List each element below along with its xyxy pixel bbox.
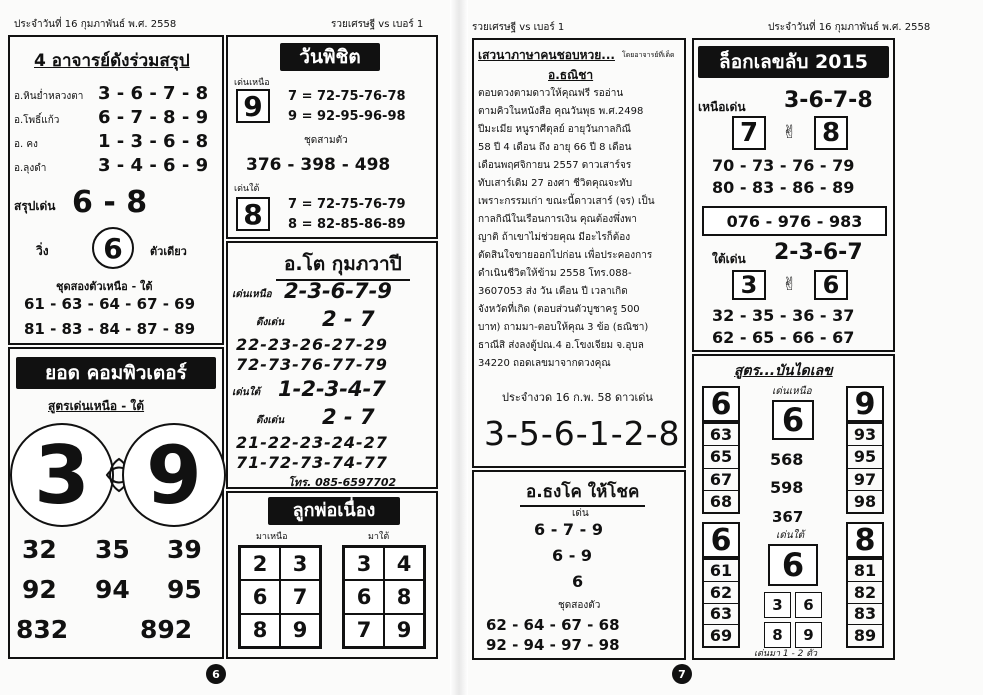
pair-row-1: 61 - 63 - 64 - 67 - 69 [24, 295, 196, 313]
ladder-num: 81 [848, 560, 882, 582]
ladder-top-left-num: 6 [710, 386, 732, 422]
wp-top-line-2: 9 = 92-95-96-98 [288, 109, 406, 124]
summary-row-nums: 1 - 3 - 6 - 8 [98, 131, 209, 152]
article-title-note: โดยอาจารย์ที่เด็ด [622, 51, 675, 59]
comp-num: 32 [22, 535, 57, 564]
wp-top-line-1: 7 = 72-75-76-78 [288, 89, 406, 104]
computer-box [8, 347, 224, 659]
article-line: กาลกิณีในเรือนการเงิน คุณต้องพึ่งพา [478, 214, 637, 225]
ladder-top-left-big [702, 386, 740, 422]
ladder-top-mid-num: 6 [781, 401, 805, 439]
comp-num: 95 [167, 575, 202, 604]
article-author: อ.ธณิชา [548, 68, 594, 82]
lukpor-title: ลูกพ่อเนื่อง [268, 497, 400, 525]
article-line: ตอบดวงตามดาวให้คุณฟรี รออ่าน [478, 88, 624, 99]
ladder-top-right-big [846, 386, 884, 422]
lock-bottom-row-2: 62 - 65 - 66 - 67 [712, 328, 855, 347]
summary-row-name: อ.หินย่ำหลวงตา [14, 91, 84, 102]
left-page [0, 0, 450, 695]
ladder-grid-cell: 6 [795, 592, 822, 618]
article-title: เสวนาภาษาคนชอบหวย... [478, 48, 615, 62]
ladder-bottom-mid-label: เด่นใต้ [776, 530, 805, 541]
grid-cell: 9 [384, 614, 424, 647]
article-line: ญาติ ถ้าเขาไม่ช่วยคุณ มีอะไรก็ต้อง [478, 232, 631, 243]
thongko-dent-label: เด่น [572, 508, 589, 519]
left-page-number: 6 [206, 664, 226, 684]
ladder-num: 69 [709, 626, 733, 646]
wp-top-label: เด่นเหนือ [234, 78, 270, 88]
comp-num: 832 [16, 615, 69, 644]
ladder-num: 63 [704, 424, 738, 446]
lock-bottom-box-2-num: 6 [822, 271, 840, 299]
big-right-num: 9 [146, 428, 202, 522]
grid-cell: 6 [344, 580, 384, 613]
lukpor-left-label: มาเหนือ [256, 532, 288, 542]
ladder-num: 61 [704, 560, 738, 582]
article-line: 3607053 ส่ง วัน เดือน ปี เวลาเกิด [478, 286, 628, 297]
ladder-num: 83 [848, 604, 882, 626]
article-star-nums: 3-5-6-1-2-8 [484, 414, 681, 453]
summary-row-name: อ. คง [14, 139, 38, 150]
ladder-num: 65 [704, 446, 738, 468]
summary-title: 4 อาจารย์ดังร่วมสรุป [34, 51, 190, 71]
grid-cell: 8 [384, 580, 424, 613]
thongko-line-3: 6 [572, 572, 584, 591]
article-line: ดำเนินชีวิตให้ข้าม 2558 โทร.088- [478, 268, 632, 279]
big-left-num: 3 [34, 428, 90, 522]
ladder-top-right-num: 9 [854, 386, 876, 422]
wp-bottom-line-1: 7 = 72-75-76-79 [288, 197, 406, 212]
pair-title: ชุดสองตัวเหนือ - ใต้ [56, 280, 153, 293]
ladder-bottom-left-num: 6 [710, 522, 732, 558]
right-page-number: 7 [672, 664, 692, 684]
left-header-date: ประจำวันที่ 16 กุมภาพันธ์ พ.ศ. 2558 [14, 19, 177, 30]
spine [450, 0, 468, 695]
computer-title: ยอด คอมพิวเตอร์ [16, 357, 216, 389]
to-bottom-label: เด่นใต้ [232, 387, 261, 398]
comp-num: 39 [167, 535, 202, 564]
lock-bottom-nums: 2-3-6-7 [774, 240, 863, 265]
to-bottom-row-2: 71-72-73-74-77 [236, 453, 388, 472]
ladder-top-right-list [846, 422, 884, 514]
ladder-num: 93 [848, 424, 882, 446]
lukpor-left-grid [238, 545, 322, 649]
wp-bottom-label: เด่นใต้ [234, 184, 260, 194]
article-line: ทับเสาร์เดิม 27 องศา ชีวิตคุณจะทับ [478, 178, 633, 189]
lock-top-nums: 3-6-7-8 [784, 88, 873, 113]
thongko-pair-row-2: 92 - 94 - 97 - 98 [486, 636, 620, 654]
article-line: 34220 ถอดเลขมาจากดวงคุณ [478, 358, 611, 369]
pair-row-2: 81 - 83 - 84 - 87 - 89 [24, 320, 196, 338]
summary-box [8, 35, 224, 345]
ladder-num: 97 [848, 469, 882, 491]
ladder-box [692, 354, 895, 660]
single-label: ตัวเดียว [150, 245, 187, 258]
ladder-top-mid-1: 568 [770, 450, 804, 469]
lock-bottom-box-1 [732, 270, 766, 300]
to-top-label: เด่นเหนือ [232, 289, 272, 300]
grid-cell: 3 [344, 547, 384, 580]
thongko-line-1: 6 - 7 - 9 [534, 520, 603, 539]
comp-num: 94 [95, 575, 130, 604]
ladder-num: 68 [709, 491, 733, 511]
ladder-num: 89 [853, 626, 877, 646]
lock-three-box [702, 206, 887, 236]
to-top-nums: 2-3-6-7-9 [284, 279, 392, 303]
ladder-bottom-right-big [846, 522, 884, 558]
ladder-num: 63 [704, 604, 738, 626]
grid-cell: 2 [240, 547, 280, 580]
grid-cell: 7 [344, 614, 384, 647]
right-header-date: ประจำวันที่ 16 กุมภาพันธ์ พ.ศ. 2558 [768, 22, 931, 33]
wp-three-nums: 376 - 398 - 498 [246, 155, 391, 175]
ladder-num: 98 [853, 491, 877, 511]
lukpor-right-label: มาใต้ [368, 532, 390, 542]
right-page [468, 0, 983, 695]
big-circle-left [10, 423, 114, 527]
ladder-bottom-mid-big [768, 544, 818, 586]
wanpichit-box [226, 35, 438, 239]
lock-top-box-1 [732, 116, 766, 150]
wp-bottom-line-2: 8 = 82-85-86-89 [288, 217, 406, 232]
article-date-line: ประจำงวด 16 ก.พ. 58 ดาวเด่น [502, 391, 653, 404]
comp-num: 892 [140, 615, 193, 644]
left-header-title: รวยเศรษฐี vs เบอร์ 1 [331, 19, 424, 30]
summary-row-nums: 3 - 6 - 7 - 8 [98, 83, 209, 104]
lock-box [692, 38, 895, 352]
article-line: ตัดสินใจขายออกไปก่อน เพื่อประคองการ [478, 250, 653, 261]
grid-cell: 8 [240, 614, 280, 647]
thongko-pair-label: ชุดสองตัว [558, 600, 601, 611]
ladder-num: 95 [848, 446, 882, 468]
summary-row-nums: 6 - 7 - 8 - 9 [98, 107, 209, 128]
lock-three-nums: 076 - 976 - 983 [726, 211, 863, 231]
grid-cell: 4 [384, 547, 424, 580]
grid-cell: 7 [280, 580, 320, 613]
grid-cell: 9 [280, 614, 320, 647]
lukpor-right-grid [342, 545, 426, 649]
to-phone: โทร. 085-6597702 [288, 476, 397, 489]
ladder-bottom-mid-num: 6 [781, 546, 805, 584]
lock-bottom-row-1: 32 - 35 - 36 - 37 [712, 306, 855, 325]
wp-top-big: 9 [243, 89, 263, 123]
ladder-mid-three: 367 [772, 508, 804, 526]
computer-subtitle: สูตรเด่นเหนือ - ใต้ [48, 399, 145, 413]
to-top-d-label: ดึงเด่น [256, 317, 285, 328]
victory-hand-icon: ✌ [782, 122, 798, 143]
comp-num: 35 [95, 535, 130, 564]
summary-row-nums: 3 - 4 - 6 - 9 [98, 155, 209, 176]
article-line: เพราะกรรมเก่า ขณะนี้ดาวเสาร์ (จร) เป็น [478, 196, 655, 207]
lock-top-box-2 [814, 116, 848, 150]
lock-top-label: เหนือเด่น [698, 100, 746, 114]
lock-top-box-1-num: 7 [739, 118, 759, 148]
summary-label: สรุปเด่น [14, 199, 56, 213]
to-top-row-2: 72-73-76-77-79 [236, 355, 388, 374]
wanpichit-title: วันพิชิต [280, 43, 380, 71]
lukpor-box [226, 491, 438, 659]
to-bottom-row-1: 21-22-23-24-27 [236, 433, 388, 452]
to-bottom-d-label: ดึงเด่น [256, 415, 285, 426]
ladder-bottom-left-big [702, 522, 740, 558]
lock-top-box-2-num: 8 [821, 118, 841, 148]
thongko-box [472, 470, 686, 660]
wp-bottom-box [236, 197, 270, 231]
ladder-grid-cell: 9 [795, 622, 822, 648]
ladder-top-left-list [702, 422, 740, 514]
lock-title: ล็อกเลขลับ 2015 [698, 46, 889, 78]
summary-nums: 6 - 8 [72, 185, 148, 220]
to-bottom-nums: 1-2-3-4-7 [278, 377, 386, 401]
article-line: ตามคิวในหนังสือ คุณวันพุธ พ.ศ.2498 [478, 106, 644, 117]
to-box [226, 241, 438, 489]
summary-row-name: อ.โพธิ์แก้ว [14, 115, 60, 126]
summary-row-name: อ.ลุงดำ [14, 163, 47, 174]
ladder-top-mid-2: 598 [770, 478, 804, 497]
thongko-line-2: 6 - 9 [552, 546, 593, 565]
lock-bottom-box-2 [814, 270, 848, 300]
ladder-num: 62 [704, 582, 738, 604]
big-circle-right [122, 423, 226, 527]
comp-num: 92 [22, 575, 57, 604]
article-line: บาท) ถามมา-ตอบให้คุณ 3 ข้อ (ธณิชา) [478, 322, 649, 333]
to-title: อ.โต กุมภวาปี [276, 249, 410, 281]
ladder-grid-cell: 3 [764, 592, 791, 618]
ladder-bottom-right-list [846, 558, 884, 648]
article-box [472, 38, 686, 468]
article-line: 58 ปี 4 เดือน ถึง อายุ 66 ปี 8 เดือน [478, 142, 632, 153]
ladder-title: สูตร...บันไดเลข [734, 363, 833, 379]
grid-cell: 6 [240, 580, 280, 613]
ladder-bottom-right-num: 8 [854, 522, 876, 558]
grid-cell: 3 [280, 547, 320, 580]
ladder-footer: เด่นมา 1 - 2 ตัว [754, 649, 818, 659]
thongko-title: อ.ธงโค ให้โชค [520, 478, 645, 507]
victory-hand-icon: ✌ [782, 274, 798, 295]
ladder-bottom-mid-grid [764, 592, 822, 648]
right-header-title: รวยเศรษฐี vs เบอร์ 1 [472, 22, 565, 33]
run-circle [92, 227, 134, 269]
lock-bottom-box-1-num: 3 [740, 271, 758, 299]
article-line: ธาณีสิ ส่งลงตู้ปณ.4 อ.โขงเจียม จ.อุบล [478, 340, 644, 351]
to-bottom-d-nums: 2 - 7 [322, 405, 375, 429]
thongko-pair-row-1: 62 - 64 - 67 - 68 [486, 616, 620, 634]
article-line: ปีมะเมีย หนูราศีตุลย์ อายุวันกาลกิณี [478, 124, 631, 135]
wp-top-box [236, 89, 270, 123]
run-label: วิ่ง [36, 244, 49, 258]
to-top-d-nums: 2 - 7 [322, 307, 375, 331]
run-num: 6 [103, 231, 123, 265]
lock-bottom-label: ใต้เด่น [712, 252, 746, 266]
ladder-bottom-left-list [702, 558, 740, 648]
wp-bottom-big: 8 [243, 197, 263, 231]
ladder-grid-cell: 8 [764, 622, 791, 648]
ladder-top-mid-label: เด่นเหนือ [772, 386, 812, 397]
lock-top-row-2: 80 - 83 - 86 - 89 [712, 178, 855, 197]
to-top-row-1: 22-23-26-27-29 [236, 335, 388, 354]
ladder-num: 82 [848, 582, 882, 604]
lock-top-row-1: 70 - 73 - 76 - 79 [712, 156, 855, 175]
ladder-num: 67 [704, 469, 738, 491]
article-line: จังหวัดที่เกิด (ตอบส่วนตัวบูชาครู 500 [478, 304, 640, 315]
ladder-top-mid-big [772, 400, 814, 440]
wp-three-label: ชุดสามตัว [304, 135, 348, 146]
article-line: เดือนพฤศจิกายน 2557 ดาวเสาร์จร [478, 160, 632, 171]
